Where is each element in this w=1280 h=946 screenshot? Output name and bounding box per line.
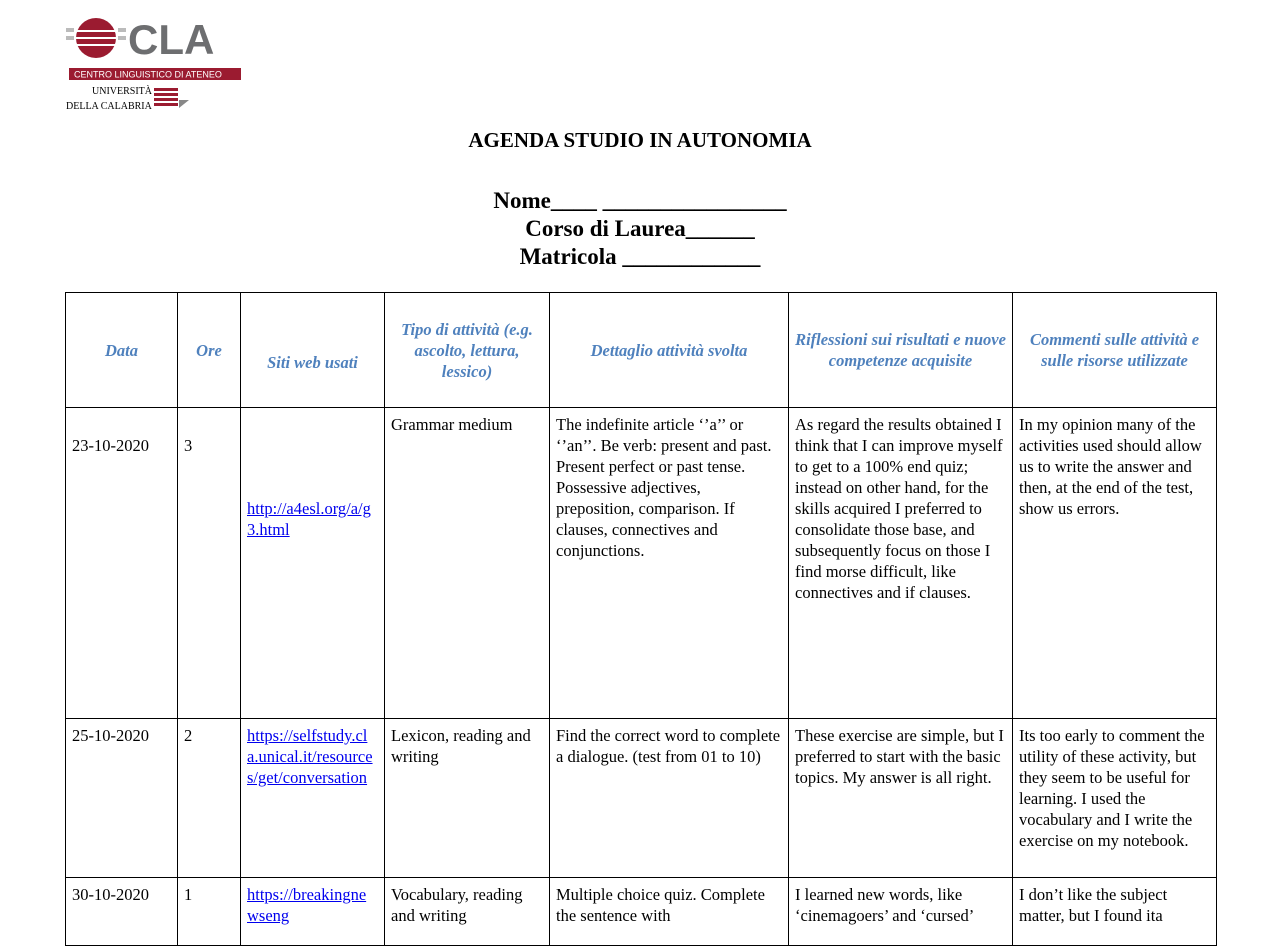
table-header-row bbox=[66, 293, 1217, 408]
cell-data: 25-10-2020 bbox=[66, 719, 178, 878]
table-row bbox=[66, 719, 1217, 878]
cell-dettaglio: Find the correct word to complete a dialogue. (test from 01 to 10) bbox=[550, 719, 789, 878]
cell-tipo: Grammar medium bbox=[385, 408, 550, 719]
student-fields bbox=[0, 187, 1280, 271]
site-link[interactable]: https://selfstudy.cla.unical.it/resources/get/conversation bbox=[247, 726, 373, 787]
cell-ore: 2 bbox=[178, 719, 241, 878]
cell-sito bbox=[241, 878, 385, 946]
site-link[interactable]: http://a4esl.org/a/g3.html bbox=[247, 499, 371, 539]
cell-tipo: Vocabulary, reading and writing bbox=[385, 878, 550, 946]
header-dettaglio: Dettaglio attività svolta bbox=[550, 293, 789, 408]
site-link[interactable]: https://breakingnewseng bbox=[247, 885, 367, 925]
cell-commenti: I don’t like the subject matter, but I found ita bbox=[1013, 878, 1217, 946]
cell-ore: 1 bbox=[178, 878, 241, 946]
cell-tipo: Lexicon, reading and writing bbox=[385, 719, 550, 878]
logo-university-line1: UNIVERSITÀ bbox=[92, 86, 152, 97]
cell-sito bbox=[241, 408, 385, 719]
header-tipo: Tipo di attività (e.g. ascolto, lettura, lessico) bbox=[385, 293, 550, 408]
cell-sito bbox=[241, 719, 385, 878]
logo-university-line2: DELLA CALABRIA bbox=[66, 101, 152, 112]
cell-ore bbox=[178, 408, 241, 719]
cell-data bbox=[66, 408, 178, 719]
cell-commenti: Its too early to comment the utility of these activity, but they seem to be useful for learning. I used the vocabulary and I write the exercise on my notebook. bbox=[1013, 719, 1217, 878]
logo-cla-text: CLA bbox=[128, 16, 215, 63]
header-commenti: Commenti sulle attività e sulle risorse utilizzate bbox=[1013, 293, 1217, 408]
agenda-table bbox=[65, 292, 1217, 946]
header-data: Data bbox=[66, 293, 178, 408]
cell-dettaglio: Multiple choice quiz. Complete the sentence with bbox=[550, 878, 789, 946]
header-riflessioni: Riflessioni sui risultati e nuove competenze acquisite bbox=[789, 293, 1013, 408]
date-text: 23-10-2020 bbox=[72, 436, 149, 455]
cell-riflessioni: As regard the results obtained I think that I can improve myself to get to a 100% end quiz; instead on other hand, for the skills acquired I preferred to consolidate those base, and subsequently focus on those I find morse difficult, like connectives and if clauses. bbox=[789, 408, 1013, 719]
cell-riflessioni: These exercise are simple, but I preferred to start with the basic topics. My answer is all right. bbox=[789, 719, 1013, 878]
nome-field: Nome____ ________________ bbox=[493, 188, 787, 213]
logo-subtitle: CENTRO LINGUISTICO DI ATENEO bbox=[74, 69, 222, 80]
cell-commenti: In my opinion many of the activities used should allow us to write the answer and then, at the end of the test, show us errors. bbox=[1013, 408, 1217, 719]
table-row bbox=[66, 408, 1217, 719]
header-ore: Ore bbox=[178, 293, 241, 408]
cla-logo bbox=[66, 16, 246, 112]
hours-text: 3 bbox=[184, 436, 193, 455]
page-title: AGENDA STUDIO IN AUTONOMIA bbox=[468, 128, 812, 152]
corso-field: Corso di Laurea______ bbox=[525, 216, 755, 241]
cell-riflessioni: I learned new words, like ‘cinemagoers’ and ‘cursed’ bbox=[789, 878, 1013, 946]
matricola-field: Matricola ____________ bbox=[519, 244, 761, 269]
cell-dettaglio: The indefinite article ‘’a’’ or ‘’an’’. Be verb: present and past. Present perfect or past tense. Possessive adjectives, preposition, comparison. If clauses, connectives and conjunctions. bbox=[550, 408, 789, 719]
cell-data: 30-10-2020 bbox=[66, 878, 178, 946]
table-row bbox=[66, 878, 1217, 946]
header-siti: Siti web usati bbox=[241, 293, 385, 408]
